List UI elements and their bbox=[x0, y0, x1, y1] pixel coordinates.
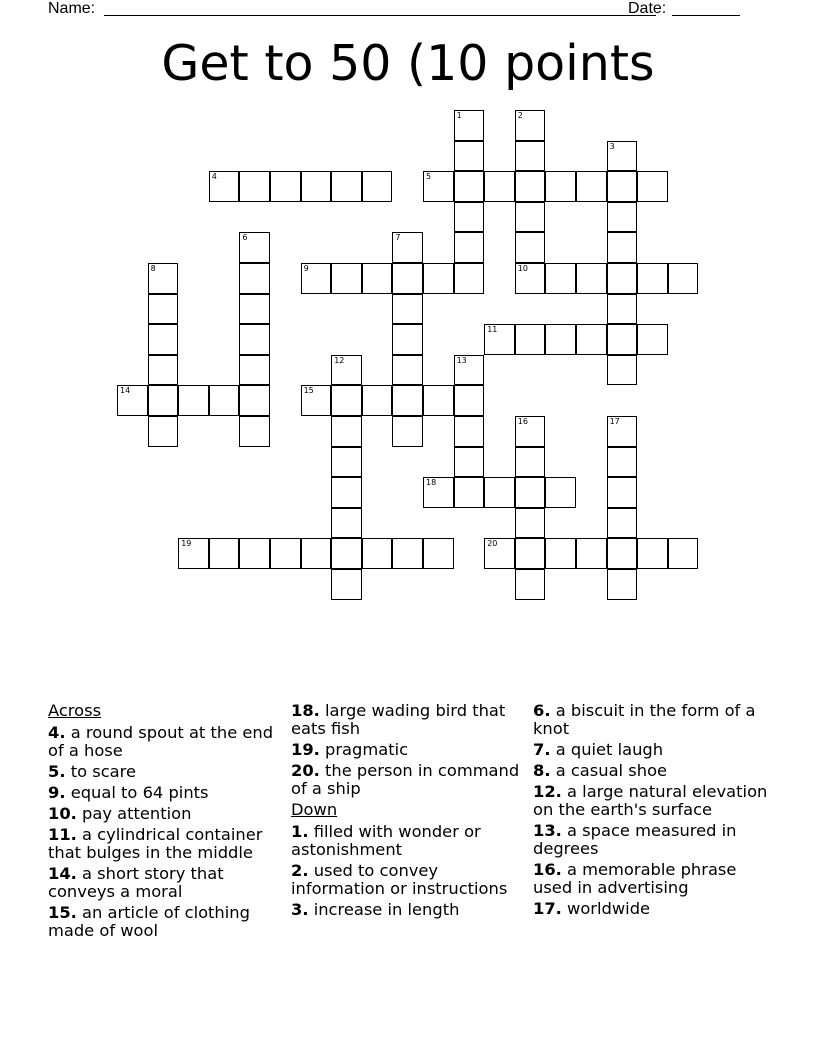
grid-cell[interactable] bbox=[484, 171, 515, 202]
grid-cell[interactable] bbox=[301, 171, 332, 202]
grid-cell[interactable] bbox=[515, 324, 546, 355]
clue-number: 7 bbox=[395, 233, 401, 243]
grid-cell[interactable] bbox=[454, 477, 485, 508]
grid-cell[interactable] bbox=[515, 569, 546, 600]
clue-across-19: 19. pragmatic bbox=[291, 740, 409, 759]
name-label: Name: bbox=[48, 0, 96, 17]
grid-cell[interactable] bbox=[607, 538, 638, 569]
grid-cell[interactable] bbox=[117, 385, 148, 416]
grid-cell[interactable] bbox=[239, 324, 270, 355]
grid-cell[interactable] bbox=[607, 477, 638, 508]
grid-cell[interactable] bbox=[178, 385, 209, 416]
grid-cell[interactable] bbox=[576, 263, 607, 294]
grid-cell[interactable] bbox=[392, 263, 423, 294]
clue-down-12: 12. a large natural elevation on the earth's surface bbox=[533, 782, 768, 819]
grid-cell[interactable] bbox=[607, 263, 638, 294]
clue-across-18: 18. large wading bird that eats fish bbox=[291, 701, 506, 738]
grid-cell[interactable] bbox=[545, 324, 576, 355]
grid-cell[interactable] bbox=[392, 538, 423, 569]
grid-cell[interactable] bbox=[454, 202, 485, 233]
clue-number: 15 bbox=[303, 386, 314, 396]
grid-cell[interactable] bbox=[607, 569, 638, 600]
grid-cell[interactable] bbox=[239, 416, 270, 447]
grid-cell[interactable] bbox=[576, 171, 607, 202]
grid-cell[interactable] bbox=[301, 385, 332, 416]
grid-cell[interactable] bbox=[454, 141, 485, 172]
grid-cell[interactable] bbox=[392, 416, 423, 447]
grid-cell[interactable] bbox=[454, 416, 485, 447]
grid-cell[interactable] bbox=[331, 385, 362, 416]
clue-number: 13 bbox=[456, 355, 467, 365]
grid-cell[interactable] bbox=[607, 141, 638, 172]
down-heading: Down bbox=[291, 800, 338, 819]
clue-down-2: 2. used to convey information or instructions bbox=[291, 861, 508, 898]
grid-cell[interactable] bbox=[270, 171, 301, 202]
grid-cell[interactable] bbox=[515, 141, 546, 172]
clue-across-10: 10. pay attention bbox=[48, 804, 192, 823]
clue-number: 1 bbox=[456, 111, 462, 120]
grid-cell[interactable] bbox=[239, 294, 270, 325]
grid-cell[interactable] bbox=[484, 324, 515, 355]
grid-cell[interactable] bbox=[423, 171, 454, 202]
clue-number: 2 bbox=[517, 111, 523, 120]
grid-cell[interactable] bbox=[668, 263, 699, 294]
clues-column-3 bbox=[533, 702, 768, 921]
clue-number: 19 bbox=[181, 539, 192, 549]
grid-cell[interactable] bbox=[331, 538, 362, 569]
grid-cell[interactable] bbox=[454, 447, 485, 478]
clue-down-6: 6. a biscuit in the form of a knot bbox=[533, 701, 756, 738]
grid-cell[interactable] bbox=[148, 416, 179, 447]
clue-number: 12 bbox=[334, 355, 345, 365]
grid-cell[interactable] bbox=[331, 355, 362, 386]
grid-cell[interactable] bbox=[362, 538, 393, 569]
grid-cell[interactable] bbox=[454, 385, 485, 416]
grid-cell[interactable] bbox=[515, 416, 546, 447]
clue-down-13: 13. a space measured in degrees bbox=[533, 821, 737, 858]
clue-number: 20 bbox=[487, 539, 498, 549]
grid-cell[interactable] bbox=[607, 324, 638, 355]
grid-cell[interactable] bbox=[362, 385, 393, 416]
grid-cell[interactable] bbox=[392, 232, 423, 263]
grid-cell[interactable] bbox=[301, 263, 332, 294]
clue-down-3: 3. increase in length bbox=[291, 900, 460, 919]
grid-cell[interactable] bbox=[239, 385, 270, 416]
grid-cell[interactable] bbox=[515, 447, 546, 478]
grid-cell[interactable] bbox=[178, 538, 209, 569]
clue-across-4: 4. a round spout at the end of a hose bbox=[48, 723, 274, 760]
grid-cell[interactable] bbox=[607, 447, 638, 478]
grid-cell[interactable] bbox=[270, 538, 301, 569]
grid-cell[interactable] bbox=[515, 232, 546, 263]
grid-cell[interactable] bbox=[239, 232, 270, 263]
grid-cell[interactable] bbox=[362, 263, 393, 294]
grid-cell[interactable] bbox=[148, 355, 179, 386]
grid-cell[interactable] bbox=[331, 447, 362, 478]
grid-cell[interactable] bbox=[515, 202, 546, 233]
grid-cell[interactable] bbox=[392, 324, 423, 355]
grid-cell[interactable] bbox=[301, 538, 332, 569]
clue-across-15: 15. an article of clothing made of wool bbox=[48, 903, 250, 940]
grid-cell[interactable] bbox=[239, 355, 270, 386]
grid-cell[interactable] bbox=[607, 171, 638, 202]
clue-number: 11 bbox=[487, 325, 498, 335]
clues-column-1 bbox=[48, 702, 283, 943]
grid-cell[interactable] bbox=[637, 263, 668, 294]
grid-cell[interactable] bbox=[454, 171, 485, 202]
clue-across-5: 5. to scare bbox=[48, 762, 136, 781]
grid-cell[interactable] bbox=[484, 538, 515, 569]
grid-cell[interactable] bbox=[331, 569, 362, 600]
grid-cell[interactable] bbox=[637, 171, 668, 202]
grid-cell[interactable] bbox=[637, 538, 668, 569]
grid-cell[interactable] bbox=[148, 263, 179, 294]
clue-number: 3 bbox=[609, 141, 615, 151]
grid-cell[interactable] bbox=[545, 538, 576, 569]
grid-cell[interactable] bbox=[515, 110, 546, 141]
date-label: Date: bbox=[628, 0, 667, 17]
grid-cell[interactable] bbox=[607, 294, 638, 325]
grid-cell[interactable] bbox=[209, 538, 240, 569]
clue-down-16: 16. a memorable phrase used in advertising bbox=[533, 860, 737, 897]
grid-cell[interactable] bbox=[454, 355, 485, 386]
grid-cell[interactable] bbox=[515, 538, 546, 569]
grid-cell[interactable] bbox=[515, 171, 546, 202]
grid-cell[interactable] bbox=[331, 263, 362, 294]
clue-across-11: 11. a cylindrical container that bulges in the middle bbox=[48, 825, 263, 862]
grid-cell[interactable] bbox=[484, 477, 515, 508]
clue-number: 16 bbox=[517, 417, 528, 426]
clue-across-14: 14. a short story that conveys a moral bbox=[48, 864, 224, 901]
grid-cell[interactable] bbox=[607, 202, 638, 233]
clue-down-17: 17. worldwide bbox=[533, 899, 651, 918]
grid-cell[interactable] bbox=[423, 385, 454, 416]
grid-cell[interactable] bbox=[454, 232, 485, 263]
grid-cell[interactable] bbox=[423, 263, 454, 294]
grid-cell[interactable] bbox=[515, 477, 546, 508]
grid-cell[interactable] bbox=[607, 232, 638, 263]
grid-cell[interactable] bbox=[423, 538, 454, 569]
grid-cell[interactable] bbox=[148, 324, 179, 355]
clue-down-8: 8. a casual shoe bbox=[533, 761, 668, 780]
grid-cell[interactable] bbox=[331, 416, 362, 447]
grid-cell[interactable] bbox=[545, 477, 576, 508]
grid-cell[interactable] bbox=[331, 477, 362, 508]
across-heading: Across bbox=[48, 701, 102, 720]
grid-cell[interactable] bbox=[239, 538, 270, 569]
clue-number: 18 bbox=[426, 478, 437, 488]
clue-across-20: 20. the person in command of a ship bbox=[291, 761, 520, 798]
grid-cell[interactable] bbox=[454, 263, 485, 294]
grid-cell[interactable] bbox=[515, 263, 546, 294]
grid-cell[interactable] bbox=[545, 263, 576, 294]
grid-cell[interactable] bbox=[576, 324, 607, 355]
clues-column-2 bbox=[291, 702, 526, 922]
grid-cell[interactable] bbox=[148, 385, 179, 416]
grid-cell[interactable] bbox=[331, 171, 362, 202]
grid-cell[interactable] bbox=[392, 385, 423, 416]
grid-cell[interactable] bbox=[607, 355, 638, 386]
clue-down-1: 1. filled with wonder or astonishment bbox=[291, 822, 481, 859]
grid-cell[interactable] bbox=[392, 355, 423, 386]
grid-cell[interactable] bbox=[239, 171, 270, 202]
grid-cell[interactable] bbox=[637, 324, 668, 355]
grid-cell[interactable] bbox=[545, 171, 576, 202]
clue-number: 9 bbox=[303, 264, 309, 273]
grid-cell[interactable] bbox=[454, 110, 485, 141]
grid-cell[interactable] bbox=[607, 416, 638, 447]
grid-cell[interactable] bbox=[331, 508, 362, 539]
grid-cell[interactable] bbox=[362, 171, 393, 202]
clue-number: 4 bbox=[211, 172, 217, 182]
clue-number: 17 bbox=[609, 417, 620, 426]
page-title: Get to 50 (10 points bbox=[161, 35, 655, 92]
grid-cell[interactable] bbox=[423, 477, 454, 508]
clue-down-7: 7. a quiet laugh bbox=[533, 740, 664, 759]
grid-cell[interactable] bbox=[515, 508, 546, 539]
grid-cell[interactable] bbox=[209, 171, 240, 202]
grid-cell[interactable] bbox=[209, 385, 240, 416]
clue-number: 8 bbox=[150, 264, 156, 273]
clue-number: 10 bbox=[517, 264, 528, 273]
grid-cell[interactable] bbox=[607, 508, 638, 539]
grid-cell[interactable] bbox=[392, 294, 423, 325]
grid-cell[interactable] bbox=[148, 294, 179, 325]
grid-cell[interactable] bbox=[668, 538, 699, 569]
grid-cell[interactable] bbox=[239, 263, 270, 294]
grid-cell[interactable] bbox=[576, 538, 607, 569]
clue-number: 6 bbox=[242, 233, 248, 243]
clue-across-9: 9. equal to 64 pints bbox=[48, 783, 209, 802]
clue-number: 5 bbox=[426, 172, 432, 182]
clue-number: 14 bbox=[120, 386, 131, 396]
